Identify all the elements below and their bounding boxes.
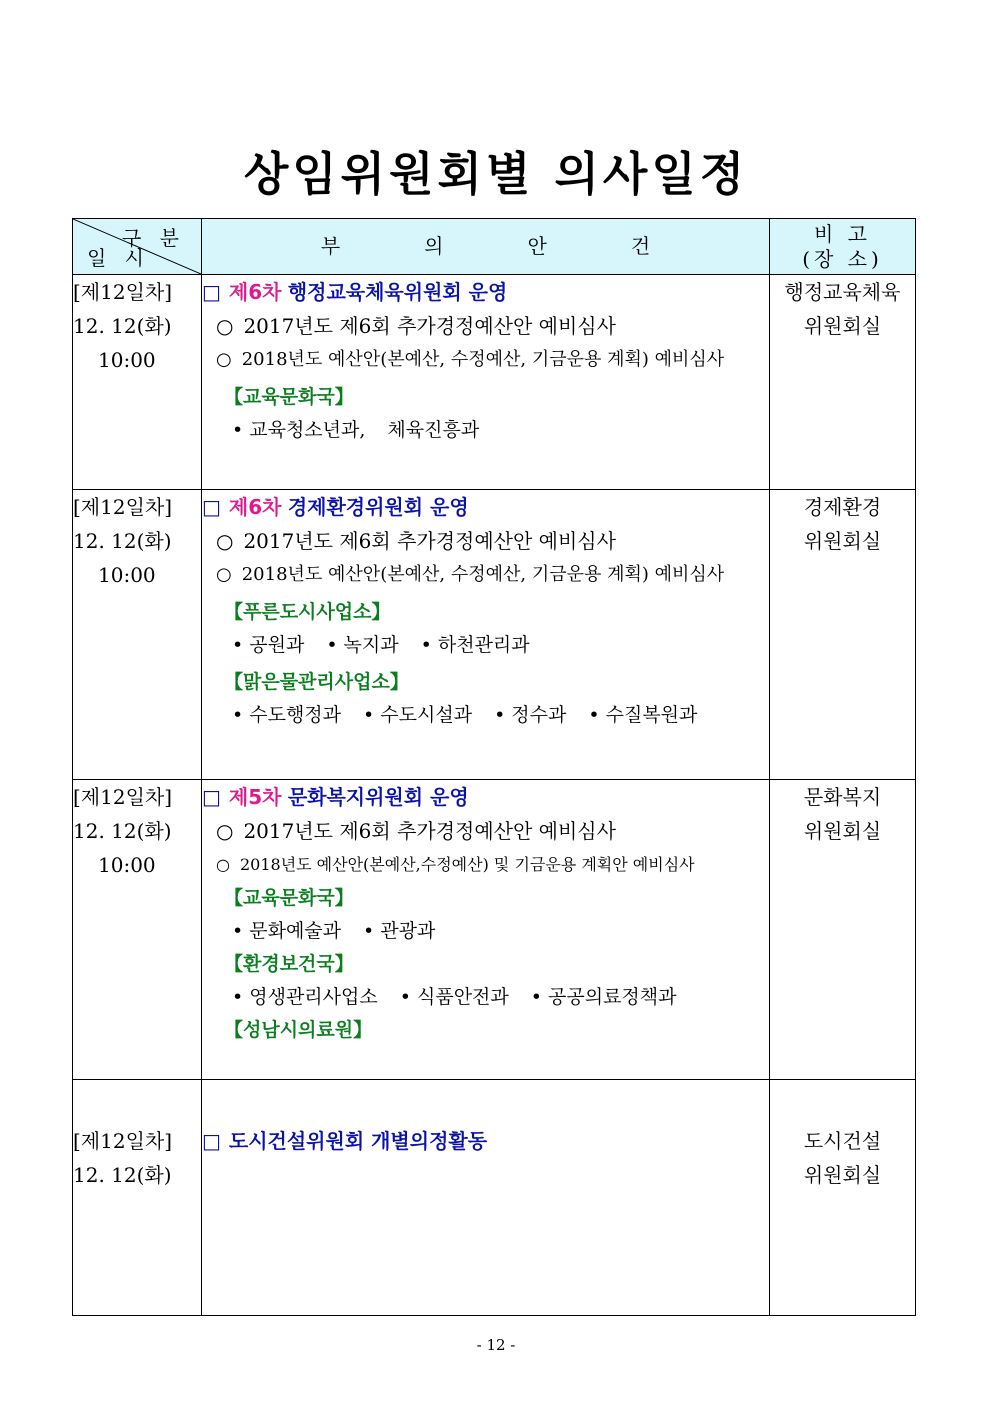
department-label: 【성남시의료원】: [224, 1019, 373, 1041]
location-line2: 위원회실: [803, 1163, 882, 1187]
date-cell: [73, 275, 202, 490]
agenda-item: [202, 309, 769, 343]
header-note-line1: 비 고: [814, 222, 871, 246]
agenda-item-text: 2018년도 예산안(본예산,수정예산) 및 기금운용 계획안 예비심사: [239, 855, 695, 874]
committee-line: [202, 275, 769, 309]
agenda-item-text: 2017년도 제6회 추가경정예산안 예비심사: [243, 819, 616, 843]
agenda-item: [202, 848, 769, 882]
unit-item: • 녹지과: [326, 634, 399, 656]
date-cell: [73, 780, 202, 1080]
committee-line: [202, 780, 769, 814]
circle-icon: ○: [216, 855, 230, 874]
circle-icon: ○: [216, 314, 234, 338]
page-number: - 12 -: [476, 1336, 516, 1354]
agenda-cell: [202, 275, 770, 490]
time-label: 10:00: [98, 563, 156, 587]
agenda-cell: [202, 1080, 770, 1316]
unit-item: • 교육청소년과,: [232, 419, 366, 441]
unit-item: • 영생관리사업소: [232, 986, 378, 1008]
circle-icon: ○: [216, 819, 234, 843]
header-note-cell: [770, 219, 916, 275]
header-agenda-char: 의: [424, 234, 444, 258]
schedule-row: [73, 275, 916, 490]
agenda-item-text: 2018년도 예산안(본예산, 수정예산, 기금운용 계획) 예비심사: [241, 564, 725, 585]
committee-line: [202, 1124, 769, 1158]
note-cell: [770, 780, 916, 1080]
unit-item: 체육진흥과: [387, 419, 480, 441]
header-ilsi: 일 시: [87, 246, 150, 270]
agenda-item: [202, 814, 769, 848]
unit-list: [202, 414, 769, 447]
committee-name: 문화복지위원회 운영: [287, 785, 469, 809]
unit-item: • 식품안전과: [399, 986, 509, 1008]
unit-item: • 수도시설과: [363, 704, 473, 726]
unit-item: • 문화예술과: [232, 920, 342, 942]
date-label: 12. 12(화): [73, 819, 172, 843]
agenda-item-text: 2017년도 제6회 추가경정예산안 예비심사: [243, 529, 616, 553]
committee-line: [202, 490, 769, 524]
header-agenda-char: 안: [527, 234, 547, 258]
department-label: 【맑은물관리사업소】: [224, 671, 409, 693]
date-label: 12. 12(화): [73, 314, 172, 338]
circle-icon: ○: [216, 564, 232, 585]
checkbox-icon: □: [202, 495, 221, 519]
schedule-row: [73, 780, 916, 1080]
time-label: 10:00: [98, 853, 156, 877]
header-date-cell: [73, 219, 202, 275]
session-number: 제5차: [228, 785, 282, 809]
title-text: 상임위원회별 의사일정: [243, 147, 749, 201]
day-label: [제12일차]: [73, 785, 173, 809]
unit-item: • 정수과: [494, 704, 567, 726]
schedule-row: [73, 490, 916, 780]
checkbox-icon: □: [202, 1129, 221, 1153]
location-line2: 위원회실: [803, 314, 882, 338]
agenda-cell: [202, 490, 770, 780]
location-line2: 위원회실: [803, 819, 882, 843]
location-line1: 도시건설: [803, 1129, 882, 1153]
date-cell: [73, 490, 202, 780]
session-number: 제6차: [228, 280, 282, 304]
department-label: 【푸른도시사업소】: [224, 601, 391, 623]
department-label: 【환경보건국】: [224, 953, 354, 975]
unit-item: • 관광과: [363, 920, 436, 942]
note-cell: [770, 275, 916, 490]
date-label: 12. 12(화): [73, 529, 172, 553]
department-label: 【교육문화국】: [224, 386, 354, 408]
agenda-cell: [202, 780, 770, 1080]
location-line1: 문화복지: [803, 785, 882, 809]
unit-list: [202, 915, 769, 948]
schedule-table: [72, 218, 916, 1316]
date-cell: [73, 1080, 202, 1316]
note-cell: [770, 1080, 916, 1316]
unit-list: [202, 699, 769, 732]
unit-item: • 하천관리과: [420, 634, 530, 656]
checkbox-icon: □: [202, 785, 221, 809]
day-label: [제12일차]: [73, 1129, 173, 1153]
committee-name: 행정교육체육위원회 운영: [287, 280, 508, 304]
day-label: [제12일차]: [73, 280, 173, 304]
schedule-row: [73, 1080, 916, 1316]
page-title: [0, 138, 992, 204]
circle-icon: ○: [216, 349, 232, 370]
unit-item: • 공원과: [232, 634, 305, 656]
location-line2: 위원회실: [803, 529, 882, 553]
unit-item: • 수질복원과: [588, 704, 698, 726]
session-number: 제6차: [228, 495, 282, 519]
unit-list: [202, 981, 769, 1014]
header-gubun: 구 분: [122, 226, 185, 250]
agenda-item: [202, 524, 769, 558]
agenda-item: [202, 558, 769, 592]
time-label: 10:00: [98, 348, 156, 372]
checkbox-icon: □: [202, 280, 221, 304]
header-agenda-char: 부: [320, 234, 341, 258]
header-note-line2: (장 소): [802, 247, 883, 271]
date-label: 12. 12(화): [73, 1163, 172, 1187]
committee-name: 도시건설위원회 개별의정활동: [228, 1129, 488, 1153]
header-agenda-cell: [202, 219, 770, 275]
unit-list: [202, 629, 769, 662]
agenda-item-text: 2018년도 예산안(본예산, 수정예산, 기금운용 계획) 예비심사: [241, 349, 725, 370]
agenda-item-text: 2017년도 제6회 추가경정예산안 예비심사: [243, 314, 616, 338]
table-header-row: [73, 219, 916, 275]
unit-item: • 공공의료정책과: [530, 986, 677, 1008]
header-agenda-char: 건: [630, 234, 651, 258]
location-line1: 행정교육체육: [784, 280, 901, 304]
note-cell: [770, 490, 916, 780]
day-label: [제12일차]: [73, 495, 173, 519]
department-label: 【교육문화국】: [224, 887, 354, 909]
location-line1: 경제환경: [803, 495, 882, 519]
circle-icon: ○: [216, 529, 234, 553]
unit-item: • 수도행정과: [232, 704, 342, 726]
agenda-item: [202, 343, 769, 377]
committee-name: 경제환경위원회 운영: [287, 495, 469, 519]
